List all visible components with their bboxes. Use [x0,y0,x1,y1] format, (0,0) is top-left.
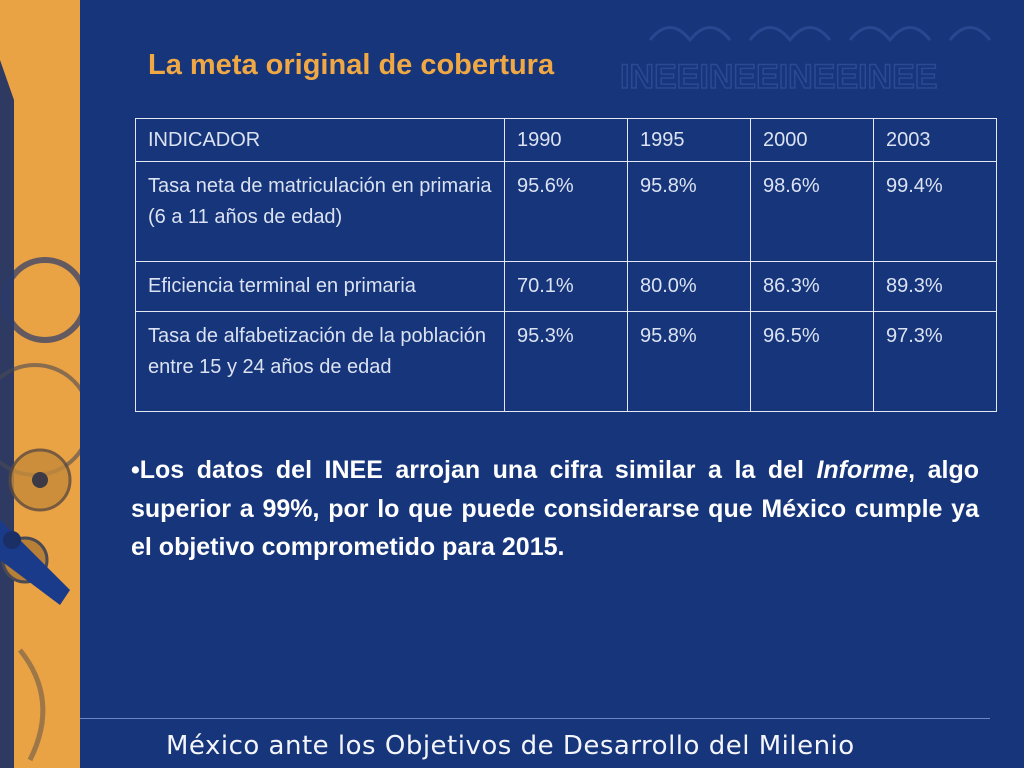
value-cell: 70.1% [505,262,628,312]
slide-title: La meta original de cobertura [148,49,555,81]
footer-divider [80,718,990,719]
bullet-marker: • [131,456,140,484]
header-cell: 2000 [751,119,874,162]
value-cell: 86.3% [751,262,874,312]
value-cell: 96.5% [751,312,874,412]
header-cell: 2003 [874,119,997,162]
table-row [136,262,997,312]
header-cell: INDICADOR [136,119,505,162]
bullet-emphasis: Informe [816,456,909,484]
value-cell: 98.6% [751,162,874,262]
table-row [136,312,997,412]
table-row [136,162,997,262]
indicator-cell: Eficiencia terminal en primaria [136,262,505,312]
inee-watermark [620,0,1024,110]
indicator-cell: Tasa neta de matriculación en primaria (6 a 11 años de edad) [136,162,505,262]
clockwork-illustration [0,0,80,768]
value-cell: 80.0% [628,262,751,312]
header-cell: 1995 [628,119,751,162]
value-cell: 89.3% [874,262,997,312]
value-cell: 95.8% [628,312,751,412]
bullet-text-start: Los datos del INEE arrojan una cifra similar a la del [139,456,817,484]
table-header-row [136,119,997,162]
decorative-image-strip [0,0,80,768]
value-cell: 95.6% [505,162,628,262]
svg-text:INEEINEEINEEINEE: INEEINEEINEEINEE [620,58,938,96]
bullet-text-end: , algo superior a 99%, por lo que puede considerarse que México cumple ya el objetivo comprometido para 2015. [131,456,979,561]
value-cell: 99.4% [874,162,997,262]
indicator-cell: Tasa de alfabetización de la población entre 15 y 24 años de edad [136,312,505,412]
header-cell: 1990 [505,119,628,162]
value-cell: 95.8% [628,162,751,262]
value-cell: 97.3% [874,312,997,412]
bullet-paragraph [131,451,979,567]
value-cell: 95.3% [505,312,628,412]
footer-title: México ante los Objetivos de Desarrollo del Milenio [166,731,855,761]
coverage-table [135,118,997,412]
